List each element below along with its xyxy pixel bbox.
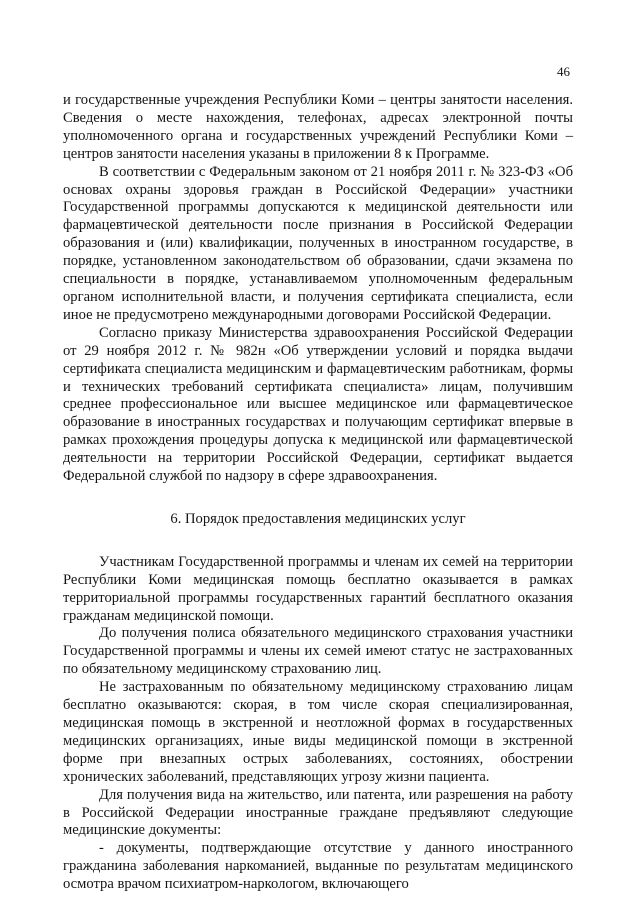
section-heading: 6. Порядок предоставления медицинских услуг: [170, 510, 466, 527]
list-item: - документы, подтверждающие отсутствие у данного иностранного гражданина заболевания наркоманией, выданные по результатам медицинского осмотра врачом психиатром-наркологом, включающего: [63, 840, 573, 893]
paragraph: До получения полиса обязательного медицинского страхования участники Государственной программы и члены их семей имеют статус не застрахованных по обязательному медицинскому страхованию лиц.: [63, 625, 573, 678]
page-number: 46: [557, 64, 570, 79]
paragraph: Согласно приказу Министерства здравоохранения Российской Федерации от 29 ноября 2012 г. № 982н «Об утверждении условий и порядка выдачи сертификата специалиста медицинским и фармацевтическим работникам, формы и технических требований сертификата специалиста» лицам, получившим среднее профессиональное или высшее медицинское или фармацевтическое образование в иностранных государствах и получающим сертификат впервые в рамках прохождения процедуры допуска к медицинской или фармацевтической деятельности на территории Российской Федерации, сертификат выдается Федеральной службой по надзору в сфере здравоохранения.: [63, 324, 573, 485]
paragraph: и государственные учреждения Республики Коми – центры занятости населения. Сведения о месте нахождения, телефонах, адресах электронной почты уполномоченного органа и государственных учреждений Республики Коми – центров занятости населения указаны в приложении 8 к Программе.: [63, 92, 573, 162]
paragraph: Участникам Государственной программы и членам их семей на территории Республики Коми медицинская помощь бесплатно оказывается в рамках территориальной программы государственных гарантий бесплатного оказания гражданам медицинской помощи.: [63, 553, 573, 624]
paragraph: В соответствии с Федеральным законом от 21 ноября 2011 г. № 323-ФЗ «Об основах охраны здоровья граждан в Российской Федерации» участники Государственной программы допускаются к медицинской деятельности или фармацевтической деятельности после признания в Российской Федерации образования и (или) квалификации, полученных в иностранном государстве, в порядке, установленном законодательством об образовании, сдачи экзамена по специальности в порядке, устанавливаемом уполномоченным федеральным органом исполнительной власти, и получения сертификата специалиста, если иное не предусмотрено международными договорами Российской Федерации.: [63, 163, 573, 323]
paragraph: Не застрахованным по обязательному медицинскому страхованию лицам бесплатно оказываются: скорая, в том числе скорая специализированная, медицинская помощь в экстренной и неотложной формах в государственных медицинских организациях, иные виды медицинской помощи в экстренной форме при внезапных острых заболеваниях, состояниях, обострении хронических заболеваний, представляющих угрозу жизни пациента.: [63, 679, 573, 785]
page-body: [63, 92, 573, 894]
paragraph: Для получения вида на жительство, или патента, или разрешения на работу в Российской Федерации иностранные граждане предъявляют следующие медицинские документы:: [63, 786, 573, 839]
